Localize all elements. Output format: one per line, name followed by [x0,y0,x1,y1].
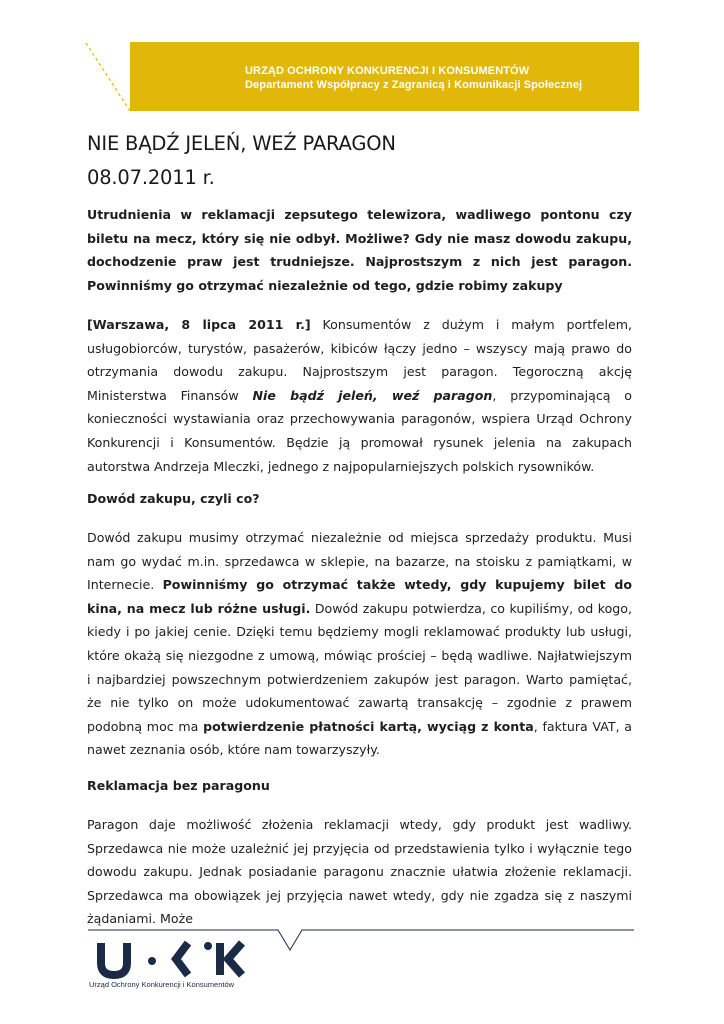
page-title: NIE BĄDŹ JELEŃ, WEŹ PARAGON [87,132,396,155]
dateline: [Warszawa, 8 lipca 2011 r.] [87,317,311,332]
header-org-name: URZĄD OCHRONY KONKURENCJI I KONSUMENTÓW [245,65,530,77]
lead-paragraph: Utrudnienia w reklamacji zepsutego telewizora, wadliwego pontonu czy biletu na mecz, który się nie odbył. Możliwe? Gdy nie masz dowodu zakupu, dochodzenie praw jest trudniejsze. Najprostszym z nich jest paragon. Powinniśmy go otrzymać niezależnie od tego, gdzie robimy zakupy [87,207,632,293]
intro-paragraph: [Warszawa, 8 lipca 2011 r.] Konsumentów z dużym i małym portfelem, usługobiorców, turystów, pasażerów, kibiców łączy jedno – wszyscy mają prawo do otrzymania dowodu zakupu. Najprostszym jest paragon. Tegoroczną akcję Ministerstwa Finansów Nie bądź jeleń, weź paragon, przypominającą o konieczności wystawiania oraz przechowywania paragonów, wspiera Urząd Ochrony Konkurencji i Konsumentów. Będzie ją promował rysunek jelenia na zakupach autorstwa Andrzeja Mleczki, jednego z najpopularniejszych polskich rysowników. [87,317,632,474]
logo-caption: Urząd Ochrony Konkurencji i Konsumentów [89,980,235,989]
section-paragraph: Paragon daje możliwość złożenia reklamacji wtedy, gdy produkt jest wadliwy. Sprzedawca nie może uzależnić jej przyjęcia od przedstawienia tylko i wyłącznie tego dowodu zakupu. Jednak posiadanie paragonu znacznie ułatwia złożenie reklamacji. Sprzedawca ma obowiązek jej przyjęcia nawet wtedy, gdy nie zgadza się z naszymi żądaniami. Może [87,817,632,927]
section-paragraph: Dowód zakupu musimy otrzymać niezależnie od miejsca sprzedaży produktu. Musi nam go wydać m.in. sprzedawca w sklepie, na bazarze, na stoisku z pamiątkami, w Internecie. Powinniśmy go otrzymać także wtedy, gdy kupujemy bilet do kina, na mecz lub różne usługi. Dowód zakupu potwierdza, co kupiliśmy, od kogo, kiedy i po jakiej cenie. Dzięki temu będziemy mogli reklamować produkty lub usługi, które okażą się niezgodne z umową, mówiąc prościej – będą wadliwe. Najłatwiejszym i najbardziej powszechnym potwierdzeniem zakupów jest paragon. Warto pamiętać, że nie tylko on może udokumentować zawartą transakcję – zgodnie z prawem podobną moc ma potwierdzenie płatności kartą, wyciąg z konta, faktura VAT, a nawet zeznania osób, które nam towarzyszyły. [87,530,633,758]
press-date: 08.07.2011 r. [87,166,215,189]
header-department: Departament Współpracy z Zagranicą i Komunikacji Społecznej [245,79,583,91]
section-heading: Dowód zakupu, czyli co? [87,491,260,506]
campaign-name: Nie bądź jeleń, weź paragon [252,387,493,403]
section-heading: Reklamacja bez paragonu [87,778,270,793]
